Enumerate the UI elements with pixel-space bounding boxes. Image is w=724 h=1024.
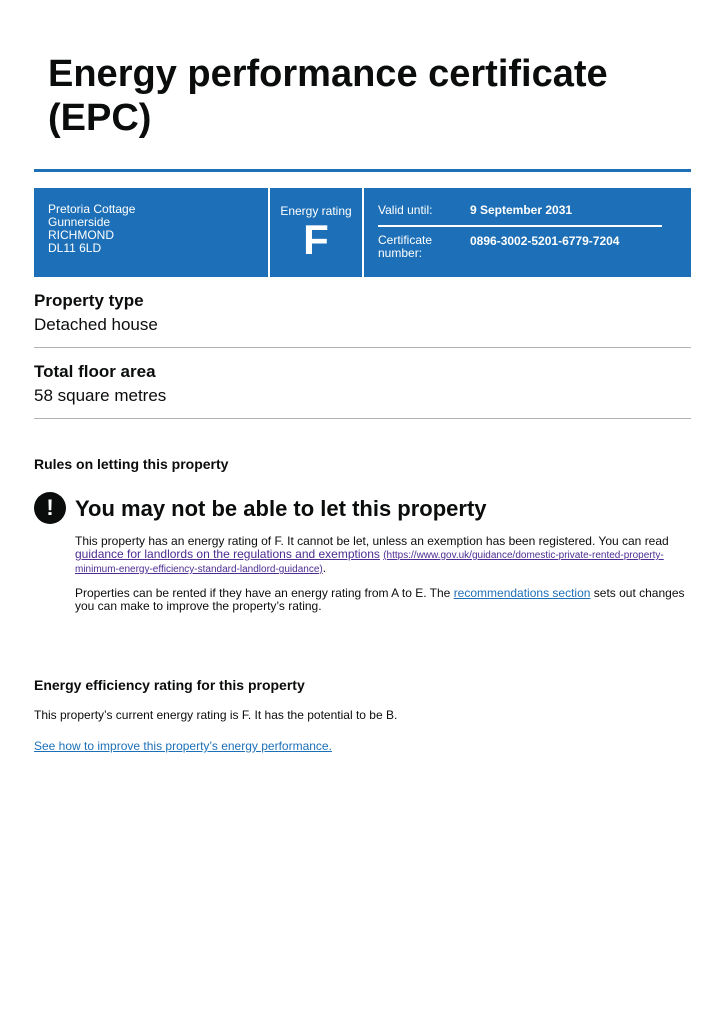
rating-panel [270, 188, 362, 277]
landlord-guidance-url[interactable]: (https://www.gov.uk/guidance/domestic-private-rented-property-minimum-energy-efficiency-standard-landlord-guidance) [75, 550, 664, 575]
energy-rating-label: Energy rating [280, 204, 352, 218]
address-panel [34, 188, 268, 277]
validity-panel [364, 188, 691, 277]
energy-rating-letter: F [303, 216, 329, 263]
letting-rating-end: . [322, 561, 327, 575]
section-divider [34, 347, 691, 348]
letting-rating-paragraph [75, 535, 685, 576]
address-postcode: DL11 6LD [48, 241, 102, 255]
floor-area-heading: Total floor area [34, 362, 156, 381]
valid-until-value: 9 September 2031 [470, 203, 573, 217]
property-address [48, 203, 135, 255]
letting-rating-text: This property has an energy rating of F. It cannot be let, unless an exemption has been registered. You can read [75, 534, 669, 548]
certificate-number-value: 0896-3002-5201-6779-7204 [470, 234, 620, 248]
improve-performance-link[interactable]: See how to improve this property’s energy performance. [34, 739, 332, 753]
title-divider [34, 169, 691, 172]
exclamation-circle-icon: ! [34, 492, 66, 524]
property-type-value: Detached house [34, 315, 158, 334]
floor-area-value: 58 square metres [34, 386, 167, 405]
address-line-1: Pretoria Cottage [48, 202, 136, 216]
recommendations-section-link[interactable]: recommendations section [453, 586, 591, 600]
page-title: Energy performance certificate (EPC) [48, 53, 608, 139]
efficiency-heading: Energy efficiency rating for this property [34, 677, 305, 693]
letting-range-end: sets out changes you can make to improve the property’s rating. [75, 586, 685, 613]
validity-divider [378, 225, 662, 227]
address-line-2: Gunnerside [48, 215, 111, 229]
address-line-3: RICHMOND [48, 228, 114, 242]
valid-until-label: Valid until: [378, 203, 433, 217]
letting-range-text: Properties can be rented if they have an energy rating from A to E. The [75, 586, 451, 600]
efficiency-text: This property’s current energy rating is F. It has the potential to be B. [34, 708, 398, 722]
property-type-heading: Property type [34, 291, 144, 310]
letting-warning-heading: You may not be able to let this property [75, 496, 487, 521]
landlord-guidance-link[interactable]: guidance for landlords on the regulations and exemptions [75, 547, 380, 561]
letting-range-paragraph [75, 587, 685, 613]
certificate-number-label: Certificate number: [378, 233, 433, 260]
letting-rules-heading: Rules on letting this property [34, 456, 229, 472]
section-divider [34, 418, 691, 419]
epc-summary [34, 188, 691, 277]
